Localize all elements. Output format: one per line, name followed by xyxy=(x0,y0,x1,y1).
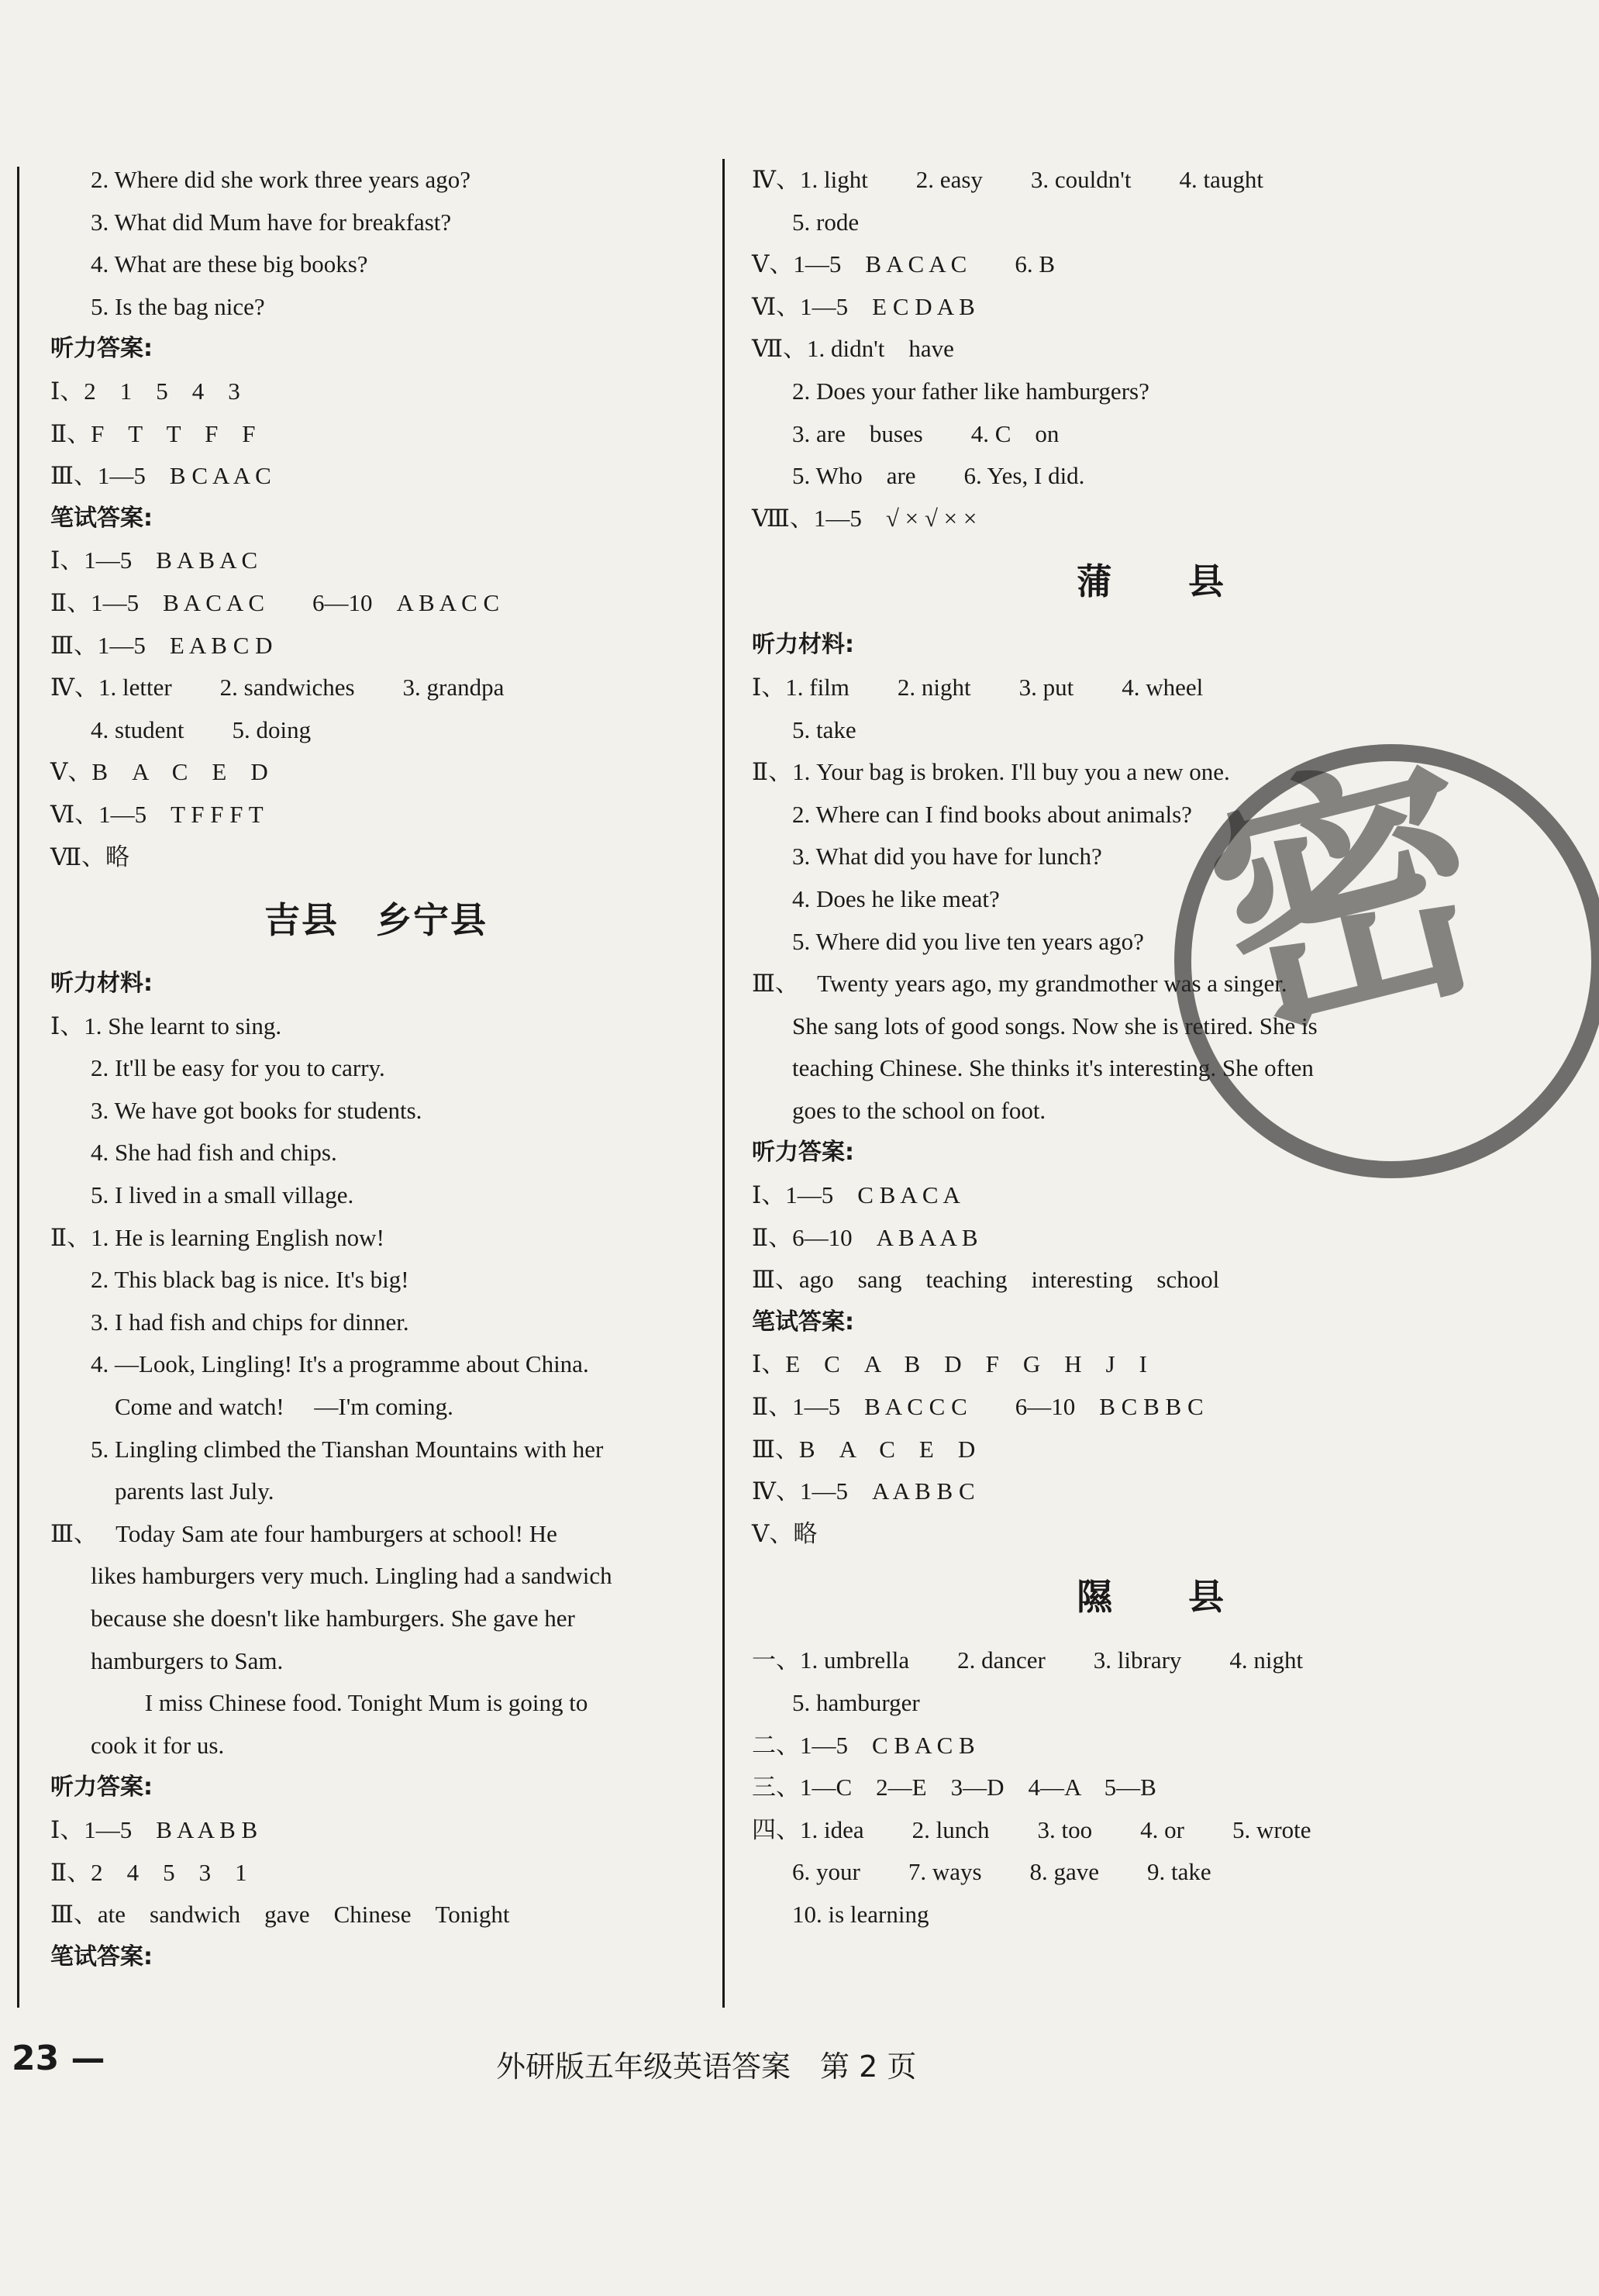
answer-line: 4. student 5. doing xyxy=(91,715,312,743)
answer-line: Ⅶ、略 xyxy=(50,843,130,870)
answer-line: 2. This black bag is nice. It's big! xyxy=(91,1266,409,1294)
answer-line: She sang lots of good songs. Now she is retired. She is xyxy=(792,1012,1318,1039)
answer-line: Ⅰ、1—5 B A A B B xyxy=(50,1815,258,1843)
answer-line: 2. Where can I find books about animals? xyxy=(792,800,1192,828)
answer-line: Ⅲ、 Today Sam ate four hamburgers at school! He xyxy=(50,1519,557,1547)
answer-line: Ⅱ、1—5 B A C A C 6—10 A B A C C xyxy=(50,588,500,616)
answer-line: Ⅳ、1—5 A A B B C xyxy=(752,1477,975,1505)
section-title: 吉县 乡宁县 xyxy=(264,899,488,942)
answer-line: 4. Does he like meat? xyxy=(792,884,1000,912)
answer-line: goes to the school on foot. xyxy=(792,1096,1046,1124)
answer-line: Ⅲ、 Twenty years ago, my grandmother was a singer. xyxy=(752,970,1287,998)
answer-line: Ⅲ、1—5 E A B C D xyxy=(50,631,273,659)
answer-line: 2. Does your father like hamburgers? xyxy=(792,377,1149,405)
answer-line: Ⅱ、1. Your bag is broken. I'll buy you a new one. xyxy=(752,758,1230,786)
answer-line: Ⅵ、1—5 E C D A B xyxy=(752,292,975,320)
answer-line: Ⅶ、1. didn't have xyxy=(752,335,954,363)
answer-line: Ⅴ、B A C E D xyxy=(50,758,268,786)
answer-line: 5. Lingling climbed the Tianshan Mountains with her xyxy=(91,1435,604,1463)
answer-line: Ⅱ、6—10 A B A A B xyxy=(752,1223,978,1251)
answer-line: Ⅱ、F T T F F xyxy=(50,419,256,447)
section-label: 笔试答案: xyxy=(50,504,153,532)
answer-line: cook it for us. xyxy=(91,1731,225,1759)
answer-line: 2. It'll be easy for you to carry. xyxy=(91,1054,385,1082)
answer-line: Ⅰ、1—5 C B A C A xyxy=(752,1181,960,1209)
section-label: 听力材料: xyxy=(50,970,153,998)
answer-line: 二、1—5 C B A C B xyxy=(752,1731,975,1759)
answer-line: hamburgers to Sam. xyxy=(91,1646,284,1674)
answer-line: 5. rode xyxy=(792,208,860,236)
left-column xyxy=(50,159,701,1978)
answer-line: I miss Chinese food. Tonight Mum is going to xyxy=(91,1689,588,1717)
answer-line: 3. What did you have for lunch? xyxy=(792,843,1102,870)
answer-line: 一、1. umbrella 2. dancer 3. library 4. night xyxy=(752,1646,1304,1674)
answer-line: 4. What are these big books? xyxy=(91,250,368,278)
answer-line: 5. Who are 6. Yes, I did. xyxy=(792,462,1085,490)
answer-line: 3. are buses 4. C on xyxy=(792,419,1060,447)
left-margin-rule xyxy=(17,167,19,2008)
answer-line: Ⅵ、1—5 T F F F T xyxy=(50,800,264,828)
section-title: 隰 县 xyxy=(1077,1576,1225,1619)
answer-line: Ⅴ、1—5 B A C A C 6. B xyxy=(752,250,1056,278)
answer-line: Ⅰ、1—5 B A B A C xyxy=(50,546,258,574)
answer-line: 5. I lived in a small village. xyxy=(91,1181,354,1209)
answer-line: Ⅳ、1. light 2. easy 3. couldn't 4. taught xyxy=(752,166,1263,193)
answer-line: 三、1—C 2—E 3—D 4—A 5—B xyxy=(752,1774,1156,1801)
answer-line: Ⅲ、1—5 B C A A C xyxy=(50,462,271,490)
answer-line: 5. Where did you live ten years ago? xyxy=(792,927,1144,955)
stamp-character: 密 xyxy=(1184,718,1514,1081)
answer-line: 6. your 7. ways 8. gave 9. take xyxy=(792,1858,1211,1886)
section-label: 笔试答案: xyxy=(50,1943,153,1970)
answer-line: 3. I had fish and chips for dinner. xyxy=(91,1308,409,1336)
answer-line: teaching Chinese. She thinks it's interesting. She often xyxy=(792,1054,1314,1082)
section-label: 听力答案: xyxy=(752,1139,854,1167)
answer-line: 四、1. idea 2. lunch 3. too 4. or 5. wrote xyxy=(752,1815,1311,1843)
answer-line: Ⅰ、E C A B D F G H J I xyxy=(752,1350,1148,1378)
answer-line: 3. We have got books for students. xyxy=(91,1096,422,1124)
answer-line: Ⅱ、1. He is learning English now! xyxy=(50,1223,384,1251)
answer-line: because she doesn't like hamburgers. She gave her xyxy=(91,1605,575,1632)
answer-line: Come and watch! —I'm coming. xyxy=(91,1393,453,1421)
answer-line: Ⅳ、1. letter 2. sandwiches 3. grandpa xyxy=(50,674,505,702)
answer-line: 5. take xyxy=(792,715,856,743)
section-label: 听力材料: xyxy=(752,631,854,659)
answer-line: Ⅲ、ago sang teaching interesting school xyxy=(752,1266,1220,1294)
answer-line: 10. is learning xyxy=(792,1900,929,1928)
answer-line: Ⅴ、略 xyxy=(752,1519,818,1547)
answer-line: Ⅰ、1. film 2. night 3. put 4. wheel xyxy=(752,673,1204,701)
answer-line: Ⅰ、1. She learnt to sing. xyxy=(50,1012,282,1039)
answer-line: Ⅱ、2 4 5 3 1 xyxy=(50,1858,247,1886)
section-label: 笔试答案: xyxy=(752,1308,854,1336)
answer-line: Ⅱ、1—5 B A C C C 6—10 B C B B C xyxy=(752,1393,1204,1421)
answer-line: Ⅷ、1—5 √ × √ × × xyxy=(752,504,977,532)
column-divider xyxy=(722,159,725,2008)
footer-title: 外研版五年级英语答案 第 2 页 xyxy=(496,2050,917,2084)
answer-line: Ⅰ、2 1 5 4 3 xyxy=(50,377,240,405)
answer-line: 3. What did Mum have for breakfast? xyxy=(91,208,452,236)
section-title: 蒲 县 xyxy=(1077,560,1225,603)
answer-line: 4. —Look, Lingling! It's a programme about China. xyxy=(91,1350,589,1378)
answer-line: 4. She had fish and chips. xyxy=(91,1139,337,1167)
answer-line: Ⅲ、B A C E D xyxy=(752,1435,976,1463)
page-number: 23 — xyxy=(12,2039,105,2078)
section-label: 听力答案: xyxy=(50,1774,153,1801)
section-label: 听力答案: xyxy=(50,335,153,363)
answer-line: Ⅲ、ate sandwich gave Chinese Tonight xyxy=(50,1901,510,1929)
answer-line: 5. hamburger xyxy=(792,1689,920,1716)
answer-line: 2. Where did she work three years ago? xyxy=(91,166,471,193)
answer-line: parents last July. xyxy=(91,1477,274,1505)
answer-line: 5. Is the bag nice? xyxy=(91,292,265,320)
answer-line: likes hamburgers very much. Lingling had a sandwich xyxy=(91,1562,612,1590)
